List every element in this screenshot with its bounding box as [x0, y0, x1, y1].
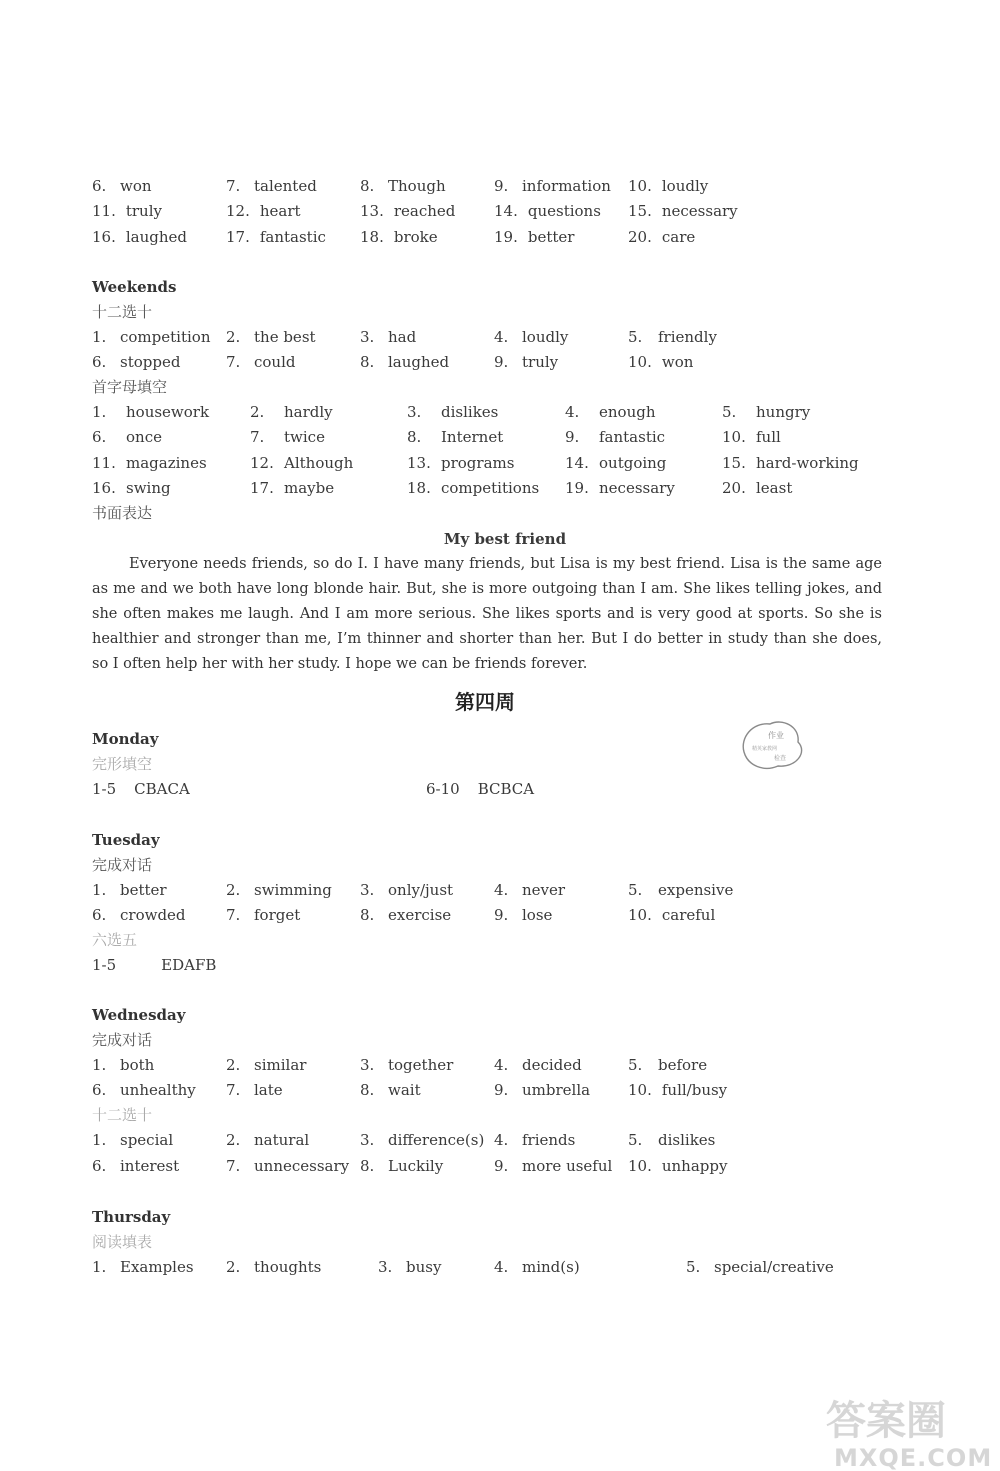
- tuesday-label1: 完成对话: [92, 856, 153, 874]
- answer-word: better: [527, 228, 575, 246]
- answer-number: 10.: [628, 353, 652, 371]
- answer-number: 12.: [250, 454, 274, 472]
- answer-word: Examples: [120, 1258, 194, 1276]
- answer-item: [494, 1079, 590, 1101]
- answer-word: loudly: [661, 177, 709, 195]
- answer-item: [722, 401, 810, 423]
- answer-item: [92, 401, 209, 423]
- answer-item: [628, 226, 695, 248]
- answer-row: [0, 1256, 1000, 1278]
- answer-number: 2.: [250, 403, 265, 421]
- answer-number: 14.: [494, 202, 518, 220]
- answer-item: [360, 351, 449, 373]
- answer-item: 6-10 BCBCA: [426, 780, 535, 798]
- answer-number: 7.: [226, 353, 241, 371]
- answer-word: Internet: [441, 428, 504, 446]
- answer-item: [378, 1256, 441, 1278]
- answer-word: outgoing: [599, 454, 667, 472]
- answer-word: dislikes: [441, 403, 499, 421]
- answer-number: 4.: [565, 403, 580, 421]
- answer-number: 8.: [360, 353, 375, 371]
- answer-number: 13.: [407, 454, 431, 472]
- answer-word: Though: [388, 177, 446, 195]
- answer-row: [0, 1054, 1000, 1076]
- answer-item: [92, 1079, 196, 1101]
- answer-word: never: [522, 881, 566, 899]
- answer-number: 3.: [360, 1131, 375, 1149]
- answer-number: 7.: [226, 177, 241, 195]
- answer-word: information: [522, 177, 611, 195]
- answer-word: swimming: [254, 881, 332, 899]
- svg-text:检查: 检查: [774, 755, 787, 762]
- answer-item: [92, 200, 162, 222]
- answer-row: [0, 226, 1000, 248]
- answer-word: special: [120, 1131, 174, 1149]
- answer-item: [92, 226, 187, 248]
- answer-number: 3.: [360, 881, 375, 899]
- answer-item: [494, 1155, 612, 1177]
- answer-word: stopped: [120, 353, 181, 371]
- answer-number: 10.: [628, 1081, 652, 1099]
- answer-number: 4.: [494, 881, 509, 899]
- answer-item: [360, 904, 451, 926]
- answer-word: truly: [125, 202, 162, 220]
- answer-word: competitions: [441, 479, 540, 497]
- answer-item: [628, 1079, 727, 1101]
- answer-row: [0, 200, 1000, 222]
- answer-number: 4.: [494, 328, 509, 346]
- answer-word: expensive: [658, 881, 734, 899]
- answer-word: more useful: [522, 1157, 613, 1175]
- answer-word: lose: [522, 906, 553, 924]
- answer-number: 5.: [686, 1258, 701, 1276]
- answer-row: [0, 477, 1000, 499]
- answer-number: 6.: [92, 906, 107, 924]
- answer-number: 4.: [494, 1056, 509, 1074]
- answer-word: mind(s): [522, 1258, 580, 1276]
- answer-word: before: [658, 1056, 708, 1074]
- answer-number: 10.: [722, 428, 746, 446]
- answer-word: broke: [393, 228, 438, 246]
- answer-number: 1.: [92, 1258, 107, 1276]
- answer-word: could: [254, 353, 296, 371]
- answer-item: [360, 1155, 443, 1177]
- answer-item: [226, 1129, 309, 1151]
- answer-item: [686, 1256, 834, 1278]
- answer-number: 12.: [226, 202, 250, 220]
- answer-number: 8.: [360, 1157, 375, 1175]
- answer-item: [360, 1079, 421, 1101]
- answer-number: 14.: [565, 454, 589, 472]
- answer-item: [226, 1155, 349, 1177]
- answer-word: forget: [254, 906, 301, 924]
- answer-number: 9.: [494, 906, 509, 924]
- answer-item: [494, 1054, 582, 1076]
- answer-item: [722, 426, 781, 448]
- answer-item: [92, 1129, 173, 1151]
- answer-number: 15.: [628, 202, 652, 220]
- answer-number: 5.: [628, 881, 643, 899]
- answer-number: 20.: [628, 228, 652, 246]
- answer-number: 10.: [628, 1157, 652, 1175]
- answer-number: 1.: [92, 881, 107, 899]
- tuesday-section2-row: [0, 954, 1000, 976]
- answer-item: [226, 226, 326, 248]
- answer-item: [628, 1129, 715, 1151]
- answer-word: Although: [284, 454, 354, 472]
- answer-item: [565, 477, 675, 499]
- answer-item: [494, 200, 601, 222]
- answer-number: 17.: [250, 479, 274, 497]
- answer-item: [92, 426, 162, 448]
- answer-item: [226, 904, 300, 926]
- answer-word: won: [661, 353, 694, 371]
- answer-word: crowded: [120, 906, 186, 924]
- weekends-section3-label: 书面表达: [92, 504, 153, 522]
- answer-number: 10.: [628, 177, 652, 195]
- answer-number: 8.: [360, 177, 375, 195]
- answer-number: 9.: [494, 177, 509, 195]
- answer-number: 5.: [628, 328, 643, 346]
- answer-number: 9.: [565, 428, 580, 446]
- answer-number: 8.: [360, 906, 375, 924]
- answer-word: both: [120, 1056, 155, 1074]
- answer-word: housework: [126, 403, 210, 421]
- answer-item: [722, 452, 859, 474]
- monday-heading: Monday: [92, 730, 159, 748]
- answer-item: [628, 351, 693, 373]
- answer-word: unnecessary: [254, 1157, 350, 1175]
- svg-text:作业: 作业: [768, 731, 784, 740]
- answer-item: [250, 401, 333, 423]
- answer-word: hungry: [756, 403, 811, 421]
- answer-number: 8.: [360, 1081, 375, 1099]
- answer-word: heart: [259, 202, 301, 220]
- answer-row: [0, 904, 1000, 926]
- answer-number: 7.: [226, 906, 241, 924]
- answer-number: 17.: [226, 228, 250, 246]
- answer-word: twice: [284, 428, 325, 446]
- watermark-brand: 答案圈: [826, 1398, 946, 1444]
- watermark-logo: [820, 1390, 995, 1471]
- answer-word: least: [756, 479, 793, 497]
- answer-word: once: [126, 428, 162, 446]
- answer-word: truly: [522, 353, 559, 371]
- answer-word: magazines: [126, 454, 207, 472]
- answer-word: questions: [527, 202, 601, 220]
- answer-word: unhealthy: [120, 1081, 196, 1099]
- answer-word: together: [388, 1056, 454, 1074]
- answer-item: [226, 175, 317, 197]
- answer-row: [0, 401, 1000, 423]
- answer-word: dislikes: [658, 1131, 716, 1149]
- monday-label: 完形填空: [92, 755, 153, 773]
- answer-word: thoughts: [254, 1258, 322, 1276]
- answer-number: 3.: [360, 1056, 375, 1074]
- answer-item: [360, 175, 446, 197]
- answer-number: 5.: [628, 1056, 643, 1074]
- answer-item: [92, 452, 207, 474]
- answer-number: 2.: [226, 1258, 241, 1276]
- answer-number: 15.: [722, 454, 746, 472]
- answer-number: 19.: [494, 228, 518, 246]
- answer-word: laughed: [125, 228, 188, 246]
- wednesday-heading: Wednesday: [92, 1006, 186, 1024]
- watermark-url: MXQE.COM: [834, 1444, 993, 1471]
- answer-word: exercise: [388, 906, 452, 924]
- answer-item: [722, 477, 792, 499]
- answer-word: programs: [441, 454, 515, 472]
- answer-item: [565, 452, 666, 474]
- answer-item: [494, 226, 574, 248]
- answer-word: reached: [393, 202, 456, 220]
- answer-item: [226, 879, 332, 901]
- answer-word: unhappy: [661, 1157, 728, 1175]
- answer-word: natural: [254, 1131, 310, 1149]
- answer-word: full/busy: [661, 1081, 728, 1099]
- answer-number: 3.: [360, 328, 375, 346]
- weekends-section1-label: 十二选十: [92, 303, 153, 321]
- answer-number: 18.: [407, 479, 431, 497]
- answer-number: 10.: [628, 906, 652, 924]
- answer-number: 11.: [92, 202, 116, 220]
- answer-number: 13.: [360, 202, 384, 220]
- answer-item: 1-5 CBACA: [92, 780, 190, 798]
- answer-item: [226, 1256, 321, 1278]
- answer-word: swing: [126, 479, 171, 497]
- answer-row: [0, 1079, 1000, 1101]
- answer-word: late: [254, 1081, 283, 1099]
- answer-item: [92, 1256, 194, 1278]
- answer-word: the best: [254, 328, 316, 346]
- answer-item: [360, 879, 453, 901]
- answer-item: [226, 326, 316, 348]
- answer-word: fantastic: [599, 428, 666, 446]
- answer-word: hard-working: [756, 454, 859, 472]
- answer-number: 4.: [494, 1131, 509, 1149]
- answer-number: 3.: [378, 1258, 393, 1276]
- answer-number: 5.: [722, 403, 737, 421]
- answer-item: [494, 1256, 580, 1278]
- answer-row: [0, 175, 1000, 197]
- answer-item: [494, 879, 565, 901]
- answer-word: full: [756, 428, 781, 446]
- answer-row: [0, 351, 1000, 373]
- answer-word: loudly: [522, 328, 569, 346]
- answer-number: 9.: [494, 353, 509, 371]
- answer-number: 6.: [92, 428, 107, 446]
- answer-number: 2.: [226, 328, 241, 346]
- wednesday-label2: 十二选十: [92, 1106, 153, 1124]
- essay-text: Everyone needs friends, so do I. I have many friends, but Lisa is my best friend. Lisa is the same age as me and we both have long blonde hair. But, she is more outgoing than I am. She likes telling jokes, and she often makes me laugh. And I am more serious. She likes sports and is very good at sports. So she is healthier and stronger than me, I’m thinner and shorter than her. But I do better in study than she does, so I often help her with her study. I hope we can be friends forever.: [92, 556, 882, 672]
- answer-item: [494, 904, 552, 926]
- answer-row: [0, 879, 1000, 901]
- answer-item: [226, 1079, 283, 1101]
- answer-word: interest: [120, 1157, 180, 1175]
- answer-item: [628, 175, 708, 197]
- answer-item: [250, 426, 325, 448]
- answer-word: care: [661, 228, 696, 246]
- answer-item: [92, 477, 171, 499]
- answer-word: hardly: [284, 403, 333, 421]
- answer-item: [407, 401, 498, 423]
- stamp-seal-icon: [738, 716, 808, 772]
- answer-item: [250, 452, 353, 474]
- answer-word: fantastic: [259, 228, 326, 246]
- answer-number: 4.: [494, 1258, 509, 1276]
- answer-item: [407, 426, 503, 448]
- weekends-section2-label: 首字母填空: [92, 378, 168, 396]
- answer-item: [628, 1054, 707, 1076]
- answer-word: busy: [406, 1258, 442, 1276]
- answer-item: 1-5 EDAFB: [92, 956, 217, 974]
- answer-item: [92, 351, 180, 373]
- answer-item: [407, 477, 539, 499]
- answer-word: necessary: [599, 479, 675, 497]
- answer-item: [92, 904, 186, 926]
- tuesday-label2: 六选五: [92, 931, 138, 949]
- answer-word: necessary: [661, 202, 738, 220]
- answer-number: 9.: [494, 1081, 509, 1099]
- answer-item: [250, 477, 334, 499]
- answer-word: Luckily: [388, 1157, 444, 1175]
- answer-number: 16.: [92, 228, 116, 246]
- answer-item: [628, 326, 717, 348]
- answer-number: 6.: [92, 177, 107, 195]
- answer-item: [360, 226, 438, 248]
- answer-item: [628, 904, 715, 926]
- answer-number: 6.: [92, 1157, 107, 1175]
- answer-word: similar: [254, 1056, 307, 1074]
- answer-number: 2.: [226, 1056, 241, 1074]
- answer-item: [628, 1155, 727, 1177]
- answer-row: [0, 426, 1000, 448]
- answer-item: [226, 1054, 306, 1076]
- tuesday-heading: Tuesday: [92, 831, 160, 849]
- answer-item: [494, 175, 611, 197]
- answer-number: 16.: [92, 479, 116, 497]
- answer-number: 7.: [250, 428, 265, 446]
- answer-item: [92, 1155, 179, 1177]
- wednesday-label1: 完成对话: [92, 1031, 153, 1049]
- answer-word: difference(s): [388, 1131, 485, 1149]
- answer-item: [92, 879, 167, 901]
- answer-number: 11.: [92, 454, 116, 472]
- answer-number: 1.: [92, 328, 107, 346]
- answer-number: 5.: [628, 1131, 643, 1149]
- answer-word: only/just: [388, 881, 454, 899]
- answer-number: 19.: [565, 479, 589, 497]
- answer-item: [92, 326, 210, 348]
- answer-number: 7.: [226, 1157, 241, 1175]
- answer-word: wait: [388, 1081, 421, 1099]
- answer-number: 1.: [92, 1056, 107, 1074]
- answer-number: 18.: [360, 228, 384, 246]
- answer-word: won: [120, 177, 152, 195]
- answer-number: 2.: [226, 1131, 241, 1149]
- answer-item: [226, 351, 296, 373]
- answer-row: [0, 1155, 1000, 1177]
- answer-word: had: [388, 328, 417, 346]
- answer-row: [0, 326, 1000, 348]
- answer-number: 6.: [92, 353, 107, 371]
- answer-word: talented: [254, 177, 317, 195]
- answer-word: friendly: [658, 328, 717, 346]
- answer-word: competition: [120, 328, 211, 346]
- answer-word: careful: [661, 906, 716, 924]
- monday-answers-row: [0, 778, 1000, 800]
- answer-item: [92, 1054, 154, 1076]
- answer-item: [360, 200, 455, 222]
- week-title: 第四周: [455, 690, 515, 714]
- answer-item: [226, 200, 301, 222]
- answer-word: enough: [599, 403, 656, 421]
- answer-number: 3.: [407, 403, 422, 421]
- answer-item: [494, 326, 568, 348]
- answer-item: [360, 1129, 484, 1151]
- weekends-heading: Weekends: [92, 278, 177, 296]
- answer-number: 9.: [494, 1157, 509, 1175]
- answer-number: 1.: [92, 403, 107, 421]
- thursday-label: 阅读填表: [92, 1233, 153, 1251]
- answer-word: laughed: [388, 353, 450, 371]
- answer-number: 2.: [226, 881, 241, 899]
- answer-item: [565, 426, 665, 448]
- svg-text:精英家教网: 精英家教网: [752, 746, 778, 752]
- answer-item: [565, 401, 656, 423]
- thursday-heading: Thursday: [92, 1208, 171, 1226]
- answer-row: [0, 1129, 1000, 1151]
- answer-item: [407, 452, 514, 474]
- answer-item: [628, 879, 733, 901]
- answer-item: [628, 200, 738, 222]
- answer-word: maybe: [284, 479, 335, 497]
- answer-number: 7.: [226, 1081, 241, 1099]
- answer-item: [360, 1054, 453, 1076]
- answer-number: 8.: [407, 428, 422, 446]
- answer-number: 1.: [92, 1131, 107, 1149]
- answer-word: better: [120, 881, 167, 899]
- answer-word: decided: [522, 1056, 582, 1074]
- answer-word: special/creative: [714, 1258, 834, 1276]
- answer-item: [494, 351, 558, 373]
- answer-word: umbrella: [522, 1081, 591, 1099]
- answer-item: [92, 175, 152, 197]
- answer-number: 20.: [722, 479, 746, 497]
- answer-number: 6.: [92, 1081, 107, 1099]
- answer-word: friends: [522, 1131, 576, 1149]
- essay-title: My best friend: [443, 530, 567, 548]
- answer-item: [360, 326, 416, 348]
- answer-item: [494, 1129, 575, 1151]
- answer-row: [0, 452, 1000, 474]
